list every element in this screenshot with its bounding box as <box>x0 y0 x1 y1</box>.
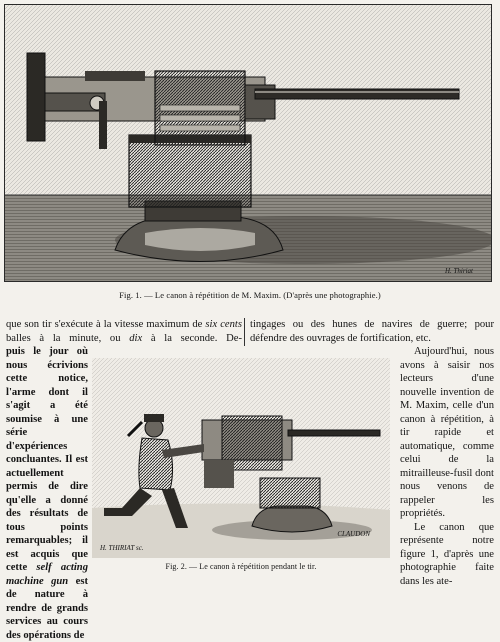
body-text-right-column <box>400 345 494 588</box>
text-run: puis le jour où nous écrivions cette notice, l'arme dont il s'agit a été soumise à une série d'expériences concluantes. Il est actuellement permis de dire qu'elle a donné des résultats de tous points remarquables; il est acquis que cette <box>6 346 88 573</box>
body-text-left-column <box>6 345 88 642</box>
maxim-gun-engraving <box>5 5 491 281</box>
figure-2-image <box>92 358 390 558</box>
text-run: que son tir s'exécute à la vitesse maximum de <box>6 319 206 330</box>
paragraph: Le canon que représente notre figure 1, d'après une photographie faite dans les ate- <box>400 521 494 587</box>
gun-firing-engraving <box>92 358 390 558</box>
body-text-top-left <box>6 318 242 345</box>
text-run: est de nature à rendre de grands services au cours des opérations de <box>6 575 88 641</box>
text-italic: dix <box>129 332 143 344</box>
figure-1-image <box>4 4 492 282</box>
figure-2-signature-left: H. THIRIAT sc. <box>100 544 144 552</box>
figure-1-signature: H. Thiriat <box>444 267 473 275</box>
figure-2-caption: Fig. 2. — Le canon à répétition pendant le tir. <box>165 562 317 571</box>
text-italic: six cents <box>205 319 242 330</box>
column-divider <box>244 318 245 346</box>
figure-2-signature-right: CLAUDON <box>337 530 370 538</box>
paragraph: Aujourd'hui, nous avons à saisir nos lecteurs d'une nouvelle invention de M. Maxim, celle d'un canon à répétition, à tir rapide et automatique, comme celui de la mitrailleuse-fusil dont nous venons de rappeler les propriétés. <box>400 346 494 519</box>
text-run: balles à la minute, ou <box>6 332 130 344</box>
figure-1-caption: Fig. 1. — Le canon à répétition de M. Maxim. (D'après une photographie.) <box>119 290 381 300</box>
body-text-top-right: tingages ou des hunes de navires de guerre; pour défendre des ouvrages de fortification, etc. <box>250 319 494 344</box>
text-italic: self acting machine gun <box>6 562 88 587</box>
text-run: à la seconde. De- <box>142 332 242 344</box>
